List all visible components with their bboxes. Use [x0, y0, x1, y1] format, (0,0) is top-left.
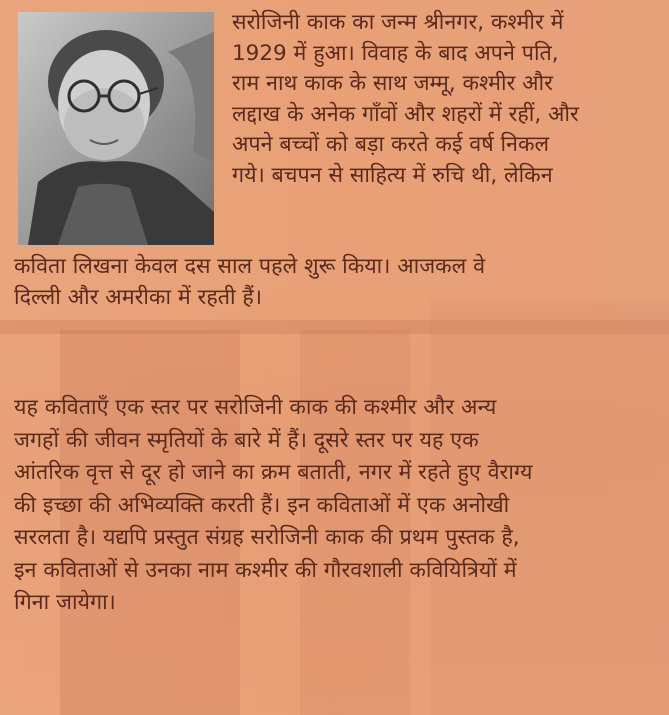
author-portrait-image	[18, 12, 214, 245]
bio-line: सरोजिनी काक का जन्म श्रीनगर, कश्मीर में	[232, 10, 564, 35]
bio-line: गये। बचपन से साहित्य में रुचि थी, लेकिन	[232, 162, 553, 188]
background-photo-roofline	[0, 320, 669, 334]
description-line: इन कविताओं से उनका नाम कश्मीर की गौरवशाली कवियित्रियों में	[14, 557, 517, 583]
bio-line: दिल्ली और अमरीका में रहती हैं।	[14, 284, 262, 310]
description-line: की इच्छा की अभिव्यक्ति करती हैं। इन कविताओं में एक अनोखी	[14, 492, 510, 518]
description-line: सरलता है। यद्यपि प्रस्तुत संग्रह सरोजिनी काक की प्रथम पुस्तक है,	[14, 525, 520, 550]
description-line: यह कविताएँ एक स्तर पर सरोजिनी काक की कश्मीर और अन्य	[14, 395, 497, 420]
description-line: आंतरिक वृत्त से दूर हो जाने का क्रम बताती, नगर में रहते हुए वैराग्य	[14, 460, 533, 485]
bio-line: राम नाथ काक के साथ जम्मू, कश्मीर और	[232, 71, 553, 96]
description-line: गिना जायेगा।	[14, 590, 116, 615]
author-bio-beside-photo	[232, 8, 579, 191]
bio-line: अपने बच्चों को बड़ा करते कई वर्ष निकल	[232, 132, 550, 157]
book-description	[14, 392, 532, 620]
bio-line: लद्दाख के अनेक गाँवों और शहरों में रहीं, और	[232, 101, 579, 127]
bio-line: कविता लिखना केवल दस साल पहले शुरू किया। आजकल वे	[14, 254, 486, 279]
author-bio-full-width	[14, 252, 485, 313]
bio-line: 1929 में हुआ। विवाह के बाद अपने पति,	[232, 40, 559, 66]
description-line: जगहों की जीवन स्मृतियों के बारे में हैं। दूसरे स्तर पर यह एक	[14, 427, 479, 453]
author-portrait	[18, 12, 214, 245]
